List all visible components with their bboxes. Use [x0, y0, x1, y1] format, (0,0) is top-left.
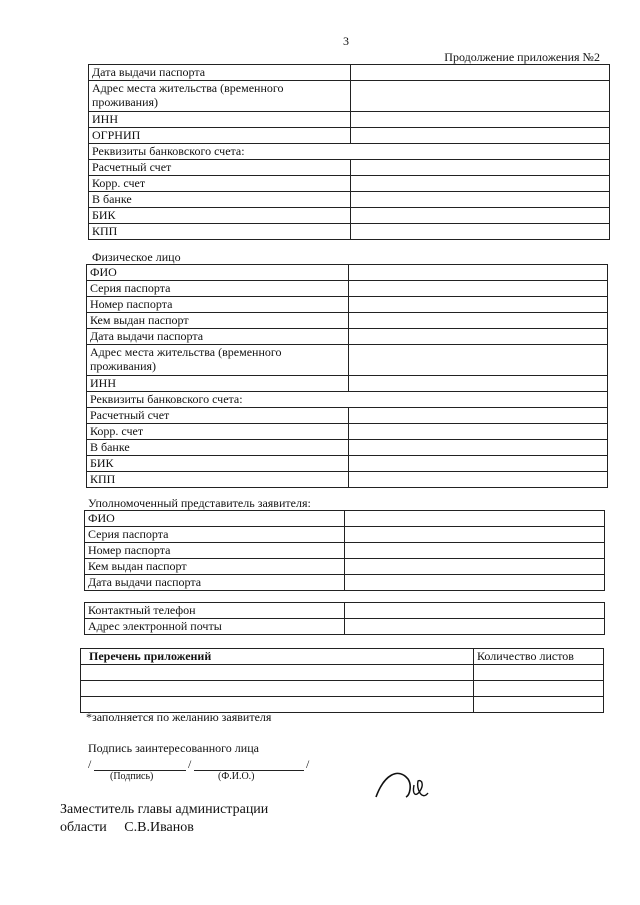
- table-row: [85, 603, 605, 619]
- individual-table: [86, 264, 608, 488]
- sheet-count-cell[interactable]: [474, 697, 604, 713]
- row-label: В банке: [87, 440, 349, 456]
- table-row: [87, 297, 608, 313]
- phone-value-cell[interactable]: [345, 603, 605, 619]
- table-row: [89, 128, 610, 144]
- table-row: [89, 81, 610, 112]
- table-row: [89, 192, 610, 208]
- value-cell[interactable]: [351, 112, 610, 128]
- row-label: Контактный телефон: [85, 603, 345, 619]
- value-cell[interactable]: [349, 297, 608, 313]
- table-row: [87, 456, 608, 472]
- row-label: ИНН: [89, 112, 351, 128]
- full-name-label: (Ф.И.О.): [218, 771, 255, 782]
- table-row: [81, 665, 604, 681]
- row-label: ОГРНИП: [89, 128, 351, 144]
- signature-caption: Подпись заинтересованного лица: [88, 741, 259, 755]
- row-label: В банке: [89, 192, 351, 208]
- sheet-count-cell[interactable]: [474, 665, 604, 681]
- value-cell[interactable]: [349, 440, 608, 456]
- applicant-details-table: [88, 64, 610, 240]
- row-label: Кем выдан паспорт: [87, 313, 349, 329]
- value-cell[interactable]: [351, 176, 610, 192]
- slash-mark: /: [188, 757, 192, 771]
- value-cell[interactable]: [349, 424, 608, 440]
- table-row: [87, 424, 608, 440]
- value-cell[interactable]: [349, 329, 608, 345]
- value-cell[interactable]: [351, 128, 610, 144]
- page-number: 3: [343, 34, 349, 48]
- table-row: [85, 527, 605, 543]
- signer-name: области С.В.Иванов: [60, 820, 194, 835]
- table-row: [89, 208, 610, 224]
- row-label: Серия паспорта: [87, 281, 349, 297]
- value-cell[interactable]: [351, 81, 610, 112]
- table-row: [85, 511, 605, 527]
- value-cell[interactable]: [351, 224, 610, 240]
- row-label: Дата выдачи паспорта: [89, 65, 351, 81]
- row-label: Корр. счет: [89, 176, 351, 192]
- table-row: [85, 575, 605, 591]
- row-label: Адрес электронной почты: [85, 619, 345, 635]
- row-label: КПП: [89, 224, 351, 240]
- handwritten-signature-icon: [372, 767, 442, 807]
- row-label: Номер паспорта: [87, 297, 349, 313]
- value-cell[interactable]: [349, 408, 608, 424]
- attachments-list-header: Перечень приложений: [81, 649, 474, 665]
- slash-mark: /: [88, 757, 92, 771]
- row-label: ИНН: [87, 376, 349, 392]
- row-label: БИК: [87, 456, 349, 472]
- signature-label: (Подпись): [110, 771, 154, 782]
- value-cell[interactable]: [349, 281, 608, 297]
- table-row: [87, 281, 608, 297]
- value-cell[interactable]: [351, 192, 610, 208]
- value-cell[interactable]: [349, 313, 608, 329]
- table-row: [89, 176, 610, 192]
- table-row: [85, 619, 605, 635]
- bank-details-heading: Реквизиты банковского счета:: [87, 392, 608, 408]
- table-row: [87, 472, 608, 488]
- value-cell[interactable]: [349, 265, 608, 281]
- table-row: [87, 376, 608, 392]
- value-cell[interactable]: [349, 472, 608, 488]
- appendix-continuation-note: Продолжение приложения №2: [444, 50, 600, 64]
- table-row: [87, 392, 608, 408]
- row-label: Адрес места жительства (временного проживания): [87, 345, 349, 376]
- value-cell[interactable]: [345, 511, 605, 527]
- value-cell[interactable]: [345, 543, 605, 559]
- table-row: [87, 329, 608, 345]
- footnote: *заполняется по желанию заявителя: [86, 710, 272, 724]
- row-label: Дата выдачи паспорта: [87, 329, 349, 345]
- row-label: Расчетный счет: [89, 160, 351, 176]
- attachment-name-cell[interactable]: [81, 681, 474, 697]
- row-label: Номер паспорта: [85, 543, 345, 559]
- individual-section-label: Физическое лицо: [92, 250, 181, 264]
- table-row: [87, 265, 608, 281]
- row-label: КПП: [87, 472, 349, 488]
- row-label: БИК: [89, 208, 351, 224]
- value-cell[interactable]: [351, 160, 610, 176]
- representative-section-label: Уполномоченный представитель заявителя:: [88, 496, 311, 510]
- table-row: [89, 224, 610, 240]
- row-label: ФИО: [85, 511, 345, 527]
- row-label: Адрес места жительства (временного проживания): [89, 81, 351, 112]
- sheet-count-cell[interactable]: [474, 681, 604, 697]
- table-row: [89, 160, 610, 176]
- value-cell[interactable]: [349, 456, 608, 472]
- slash-mark: /: [306, 757, 310, 771]
- table-row: [87, 313, 608, 329]
- value-cell[interactable]: [345, 527, 605, 543]
- attachments-table: [80, 648, 604, 713]
- value-cell[interactable]: [345, 575, 605, 591]
- table-row: [89, 144, 610, 160]
- value-cell[interactable]: [349, 376, 608, 392]
- table-row: [89, 112, 610, 128]
- value-cell[interactable]: [349, 345, 608, 376]
- table-row: [87, 408, 608, 424]
- value-cell[interactable]: [345, 559, 605, 575]
- table-row: [87, 440, 608, 456]
- row-label: Серия паспорта: [85, 527, 345, 543]
- email-value-cell[interactable]: [345, 619, 605, 635]
- signer-position: Заместитель главы администрации: [60, 802, 269, 817]
- row-label: Расчетный счет: [87, 408, 349, 424]
- representative-table: [84, 510, 605, 591]
- sheet-count-header: Количество листов: [474, 649, 604, 665]
- row-label: Корр. счет: [87, 424, 349, 440]
- row-label: ФИО: [87, 265, 349, 281]
- contacts-table: [84, 602, 605, 635]
- table-header-row: [81, 649, 604, 665]
- table-row: [85, 559, 605, 575]
- attachment-name-cell[interactable]: [81, 665, 474, 681]
- row-label: Кем выдан паспорт: [85, 559, 345, 575]
- bank-details-heading: Реквизиты банковского счета:: [89, 144, 610, 160]
- table-row: [89, 65, 610, 81]
- table-row: [87, 345, 608, 376]
- row-label: Дата выдачи паспорта: [85, 575, 345, 591]
- table-row: [81, 681, 604, 697]
- value-cell[interactable]: [351, 208, 610, 224]
- value-cell[interactable]: [351, 65, 610, 81]
- table-row: [85, 543, 605, 559]
